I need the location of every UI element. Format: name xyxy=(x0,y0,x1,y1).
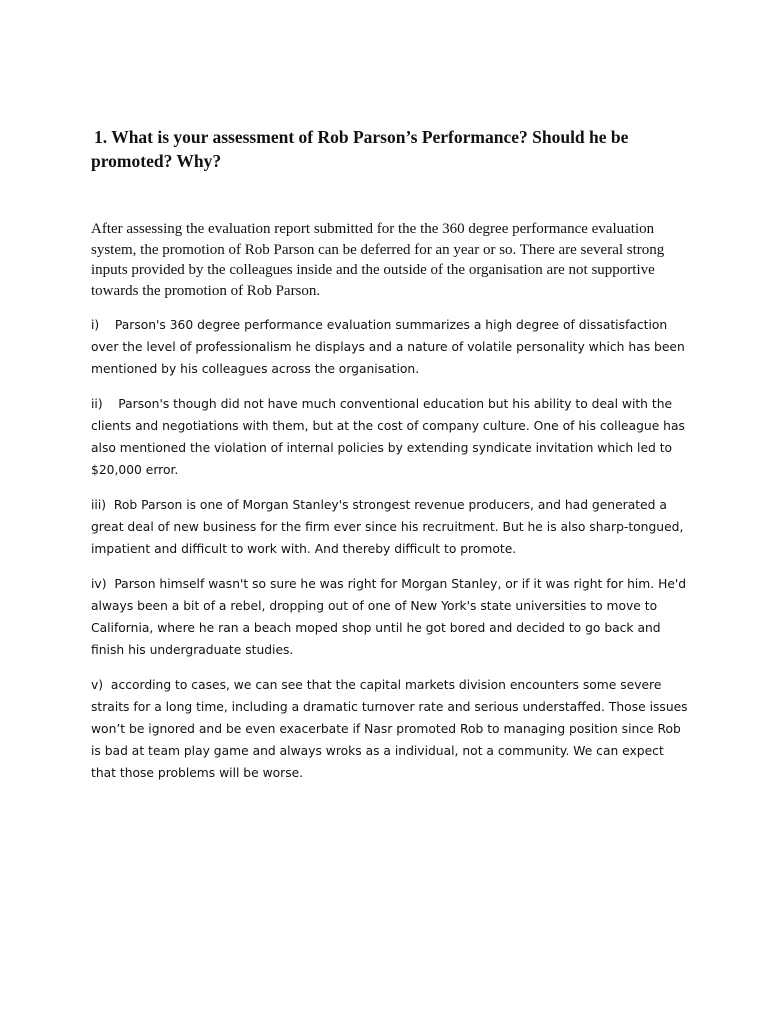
question-heading xyxy=(91,125,691,173)
points-list xyxy=(91,314,689,797)
point-item-3 xyxy=(91,494,689,560)
point-text: Parson himself wasn't so sure he was right for Morgan Stanley, or if it was right for him. He'd always been a bit of a rebel, dropping out of one of New York's state universities to move to California, where he ran a beach moped shop until he got bored and decided to go back and finish his undergraduate studies. xyxy=(91,577,687,657)
point-text: Parson's 360 degree performance evaluation summarizes a high degree of dissatisfaction over the level of professionalism he displays and a nature of volatile personality which has been mentioned by his colleagues across the organisation. xyxy=(91,318,685,376)
point-text: Rob Parson is one of Morgan Stanley's strongest revenue producers, and had generated a great deal of new business for the firm ever since his recruitment. But he is also sharp-tongued, impatient and difficult to work with. And thereby difficult to promote. xyxy=(91,498,684,556)
point-marker: iii) xyxy=(91,498,114,512)
point-item-4 xyxy=(91,573,689,661)
point-item-2 xyxy=(91,393,689,481)
question-text: What is your assessment of Rob Parson’s Performance? Should he be promoted? Why? xyxy=(91,127,629,171)
intro-paragraph: After assessing the evaluation report submitted for the the 360 degree performance evaluation system, the promotion of Rob Parson can be deferred for an year or so. There are several strong inputs provided by the colleagues inside and the outside of the organisation are not supportive towards the promotion of Rob Parson. xyxy=(91,221,665,300)
question-number: 1. xyxy=(94,127,108,147)
point-item-5 xyxy=(91,674,689,784)
point-marker: i) xyxy=(91,318,115,332)
point-text: according to cases, we can see that the capital markets division encounters some severe straits for a long time, including a dramatic turnover rate and serious understaffed. Those issues won’t be ignored and be even exacerbate if Nasr promoted Rob to managing position since Rob is bad at team play game and always wroks as a individual, not a community. We can expect that those problems will be worse. xyxy=(91,678,688,780)
point-marker: ii) xyxy=(91,397,119,411)
point-marker: iv) xyxy=(91,577,115,591)
point-marker: v) xyxy=(91,678,111,692)
point-item-1 xyxy=(91,314,689,380)
point-text: Parson's though did not have much conventional education but his ability to deal with the clients and negotiations with them, but at the cost of company culture. One of his colleague has also mentioned the violation of internal policies by extending syndicate invitation which led to $20,000 error. xyxy=(91,397,685,477)
